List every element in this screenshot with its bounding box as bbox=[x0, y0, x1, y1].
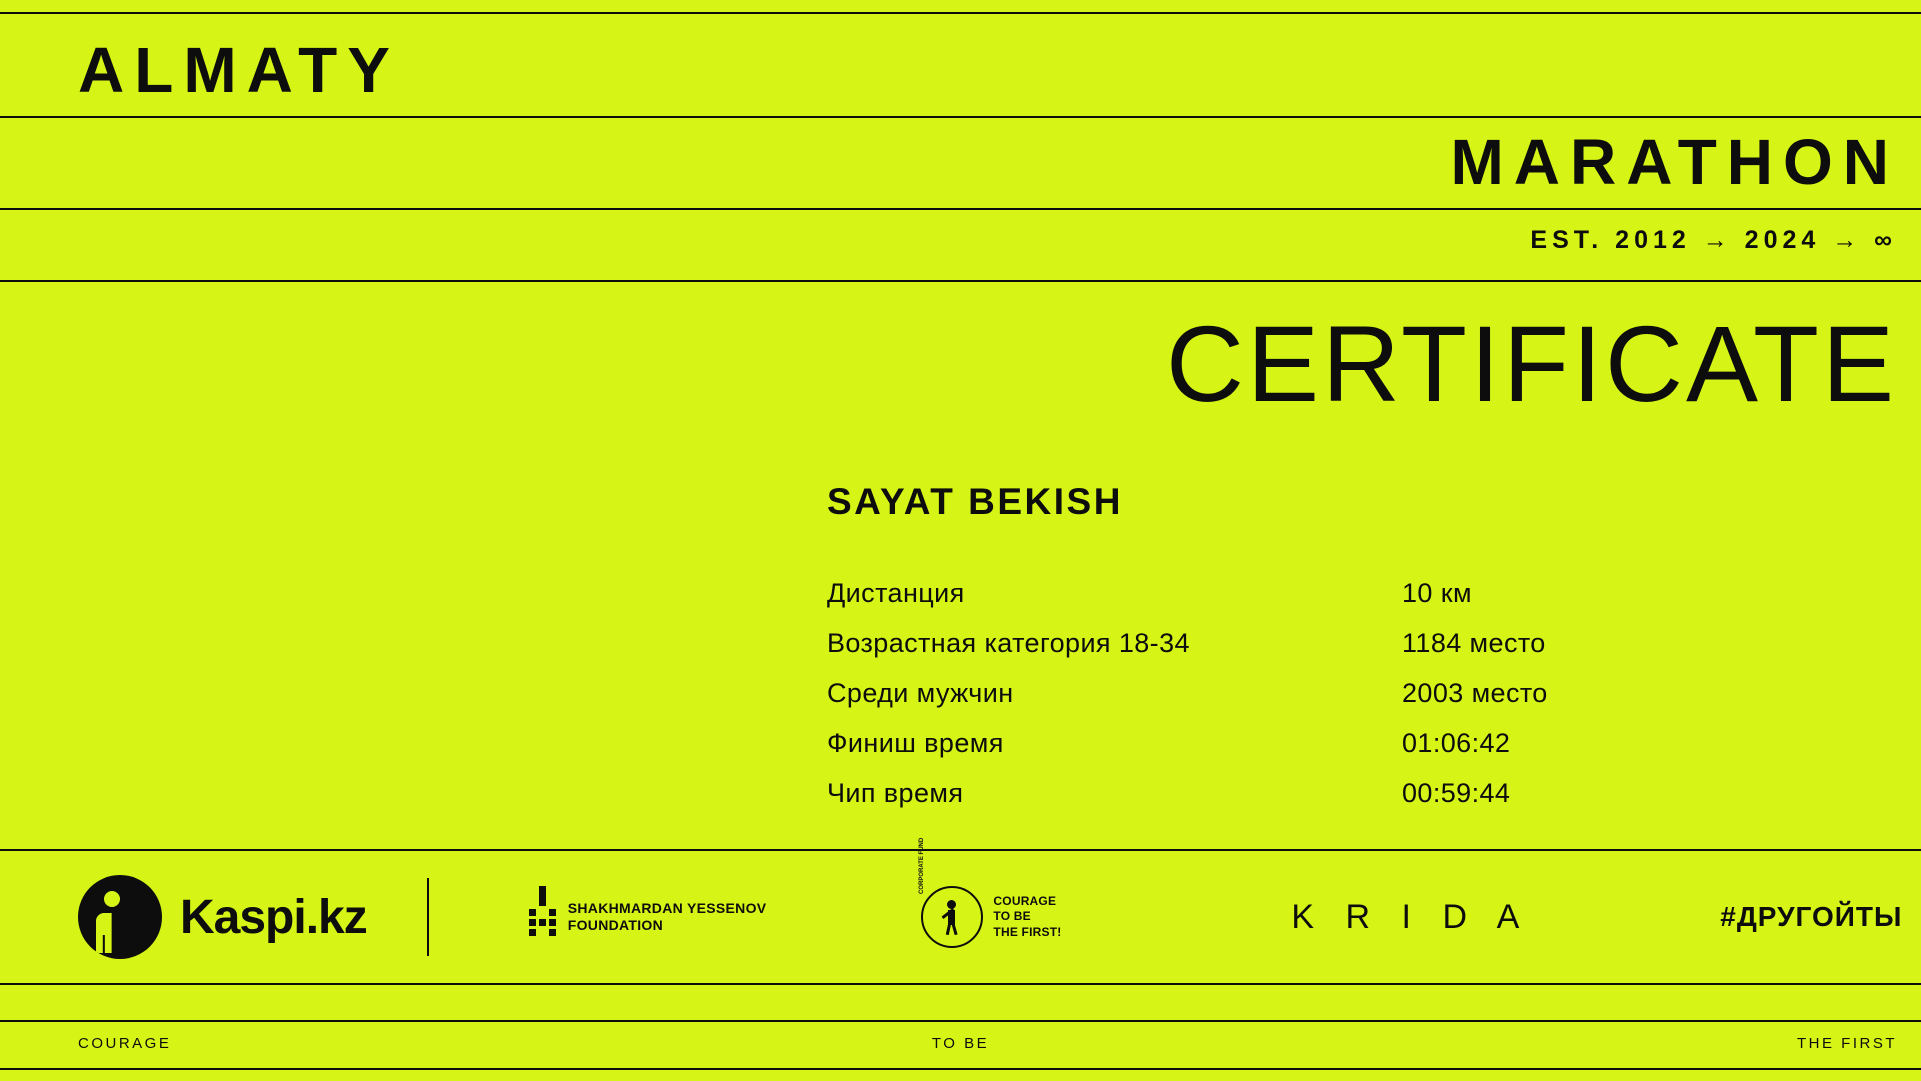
footer-slogan-center: TO BE bbox=[931, 1035, 990, 1052]
footer-slogan-left: COURAGE bbox=[78, 1035, 172, 1052]
divider-line bbox=[0, 280, 1921, 282]
divider-line bbox=[0, 1020, 1921, 1022]
result-value: 00:59:44 bbox=[1402, 778, 1511, 808]
corporate-line3: THE FIRST! bbox=[993, 924, 1062, 939]
footer-slogan-right: THE FIRST bbox=[1797, 1035, 1897, 1052]
corporate-fund-ring-text: CORPORATE FUND bbox=[919, 837, 926, 894]
sponsor-yessenov-line2: FOUNDATION bbox=[567, 917, 664, 933]
table-row bbox=[827, 628, 1627, 678]
table-row bbox=[827, 578, 1627, 628]
table-row bbox=[827, 728, 1627, 778]
sponsor-yessenov-line1: SHAKHMARDAN YESSENOV bbox=[567, 899, 767, 916]
sponsor-corporate-fund bbox=[919, 837, 1062, 948]
sponsor-kaspi-label: Kaspi.kz bbox=[180, 890, 367, 944]
result-label: Среди мужчин bbox=[827, 678, 1014, 708]
divider-line bbox=[0, 12, 1921, 14]
vertical-divider bbox=[427, 878, 429, 956]
divider-line bbox=[0, 1068, 1921, 1070]
brand-marathon: MARATHON bbox=[1450, 126, 1899, 198]
result-label: Финиш время bbox=[827, 728, 1004, 758]
sponsor-corporate-fund-label bbox=[993, 894, 1061, 941]
divider-line bbox=[0, 208, 1921, 210]
athlete-name: SAYAT BEKISH bbox=[827, 481, 1123, 522]
table-row bbox=[827, 778, 1627, 828]
footer-slogan bbox=[0, 1035, 1921, 1055]
sponsor-yessenov bbox=[529, 899, 767, 936]
sponsor-strip bbox=[0, 837, 1921, 983]
result-label: Чип время bbox=[827, 778, 964, 808]
sponsor-kaspi bbox=[78, 875, 367, 959]
page-title: CERTIFICATE bbox=[1165, 303, 1897, 424]
divider-line bbox=[0, 116, 1921, 118]
result-value: 2003 место bbox=[1402, 678, 1548, 708]
result-value: 1184 место bbox=[1402, 628, 1546, 658]
sponsor-drugoity: #ДРУГОЙТЫ bbox=[1720, 901, 1903, 932]
result-value: 10 км bbox=[1402, 578, 1472, 608]
sponsor-yessenov-label bbox=[568, 900, 767, 935]
result-label: Возрастная категория 18-34 bbox=[827, 628, 1190, 658]
sponsor-krida: K R I D A bbox=[1291, 897, 1531, 936]
results-table bbox=[827, 578, 1627, 828]
divider-line bbox=[0, 983, 1921, 985]
table-row bbox=[827, 678, 1627, 728]
kaspi-logo-icon bbox=[78, 875, 162, 959]
corporate-line2: TO BE bbox=[993, 909, 1031, 924]
result-value: 01:06:42 bbox=[1402, 728, 1511, 758]
corporate-line1: COURAGE bbox=[993, 893, 1057, 908]
runner-badge-icon bbox=[919, 837, 983, 948]
established-line: EST. 2012 → 2024 → ∞ bbox=[1530, 226, 1897, 254]
brand-almaty: ALMATY bbox=[78, 34, 400, 106]
result-label: Дистанция bbox=[827, 578, 965, 608]
yessenov-bars-icon bbox=[529, 899, 556, 936]
